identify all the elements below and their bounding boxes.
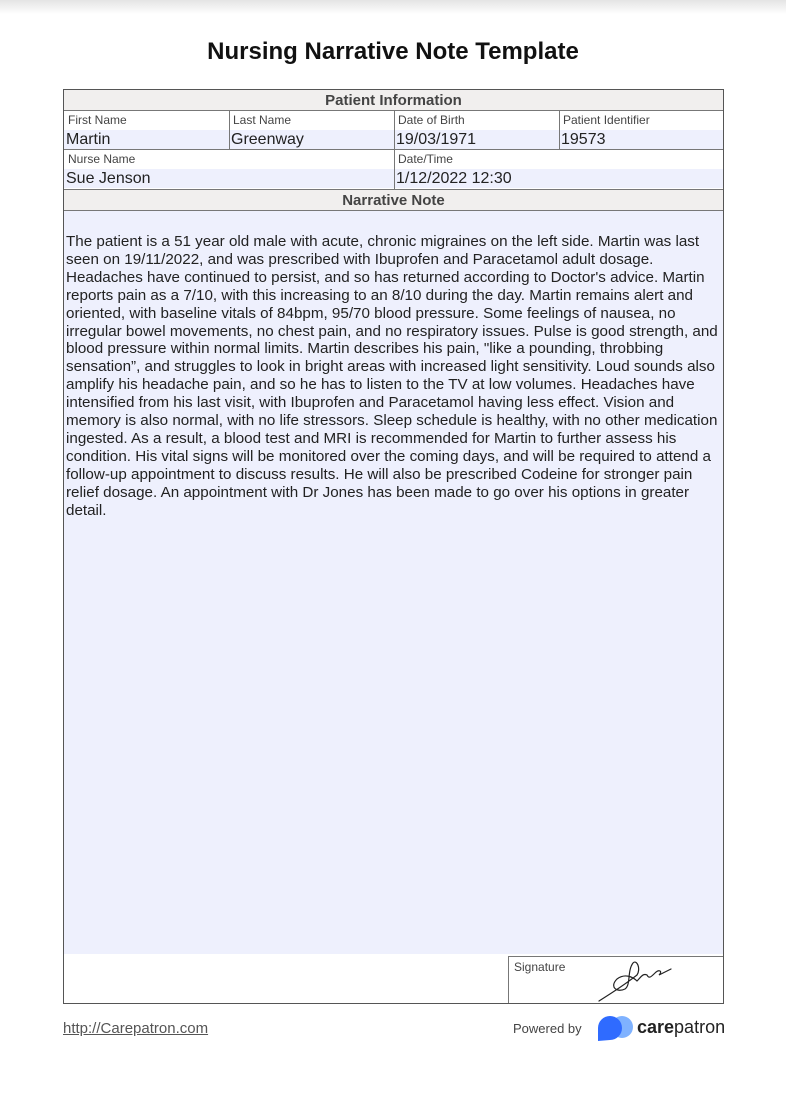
brand-rest: patron [674, 1017, 726, 1037]
last-name-cell[interactable] [229, 111, 394, 149]
carepatron-link[interactable]: http://Carepatron.com [63, 1020, 209, 1037]
dob-label: Date of Birth [398, 113, 465, 127]
signature-label: Signature [514, 960, 566, 974]
first-name-label: First Name [68, 113, 127, 127]
col-divider [559, 111, 560, 149]
signature-mark [597, 957, 677, 1003]
dob-value[interactable]: 19/03/1971 [394, 130, 559, 149]
patient-id-cell[interactable] [559, 111, 723, 149]
last-name-label: Last Name [233, 113, 292, 127]
patient-info-header: Patient Information [64, 90, 723, 111]
nurse-name-value[interactable]: Sue Jenson [64, 169, 394, 188]
carepatron-brand [637, 1017, 725, 1038]
col-divider [229, 111, 230, 149]
datetime-cell[interactable] [394, 150, 723, 188]
first-name-cell[interactable] [64, 111, 229, 149]
page-title: Nursing Narrative Note Template [207, 38, 579, 65]
narrative-field[interactable] [64, 211, 723, 954]
narrative-text: The patient is a 51 year old male with acute, chronic migraines on the left side. Martin was last seen on 19/11/2022, and was prescribed with Ibuprofen and Paracetamol adult dosage. Headaches have continued to persist, and so has returned according to Doctor's advice. Martin reports pain as a 7/10, with this increasing to an 8/10 during the day. Martin remains alert and oriented, with baseline vitals of 84bpm, 95/70 blood pressure. Some feelings of nausea, no irregular bowel movements, no chest pain, and no respiratory issues. Pulse is good strength, and blood pressure within normal limits. Martin describes his pain, "like a pounding, throbbing sensation”, and struggles to look in bright areas with increased light sensitivity. Loud sounds also amplify his headache pain, and so he has to listen to the TV at low volumes. Headaches have intensified from his last visit, with Ibuprofen and Paracetamol having less effect. Vision and memory is also normal, with no life stressors. Sleep schedule is healthy, with no other medication ingested. As a result, a blood test and MRI is recommended for Martin to further assess his condition. His vital signs will be monitored over the coming days, and will be required to attend a follow-up appointment to discuss results. He will also be prescribed Codeine for stronger pain relief dosage. An appointment with Dr Jones has been made to go over his options in greater detail. [66, 233, 718, 519]
last-name-value[interactable]: Greenway [229, 130, 394, 149]
signature-box[interactable] [508, 956, 723, 1003]
col-divider [394, 111, 395, 189]
nurse-name-label: Nurse Name [68, 152, 136, 166]
top-shadow [0, 0, 786, 14]
nurse-name-cell[interactable] [64, 150, 394, 188]
narrative-header: Narrative Note [64, 189, 723, 211]
datetime-label: Date/Time [398, 152, 453, 166]
dob-cell[interactable] [394, 111, 559, 149]
patient-id-label: Patient Identifier [563, 113, 650, 127]
patient-id-value[interactable]: 19573 [559, 130, 723, 149]
first-name-value[interactable]: Martin [64, 130, 229, 149]
datetime-value[interactable]: 1/12/2022 12:30 [394, 169, 723, 188]
note-form [63, 89, 724, 1004]
brand-bold: care [637, 1017, 675, 1037]
carepatron-logo-icon [596, 1014, 636, 1042]
powered-by-text: Powered by [513, 1021, 582, 1036]
